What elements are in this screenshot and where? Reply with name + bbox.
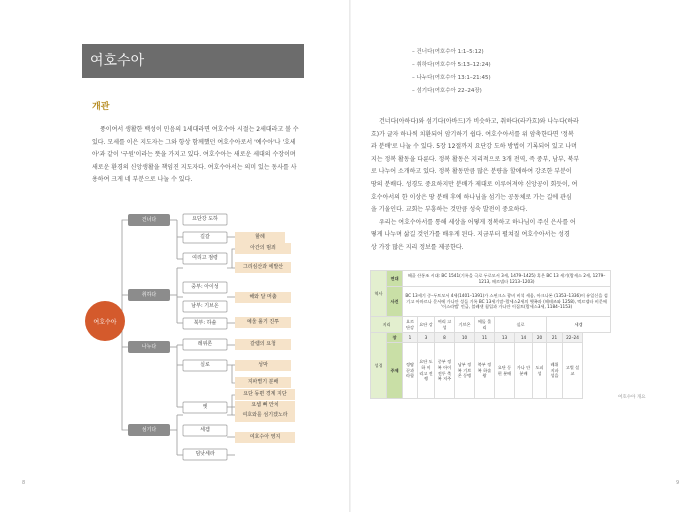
- text-line: 우리는 여호수아서를 통해 세상을 어떻게 정복하고 하나님이 주신 은사를 어: [379, 218, 576, 226]
- chapter-cell: 11: [475, 333, 495, 343]
- note-label: 예울 롤기 진투: [246, 319, 280, 325]
- outline-item: – 섬기다(여호수아 22–24장): [412, 88, 482, 94]
- outline-cell: 도피 성: [533, 343, 547, 399]
- chapter-cell: 3: [418, 333, 435, 343]
- chapter-title: 여호수아: [82, 44, 304, 78]
- chapter-cell: 21: [547, 333, 563, 343]
- page-number-left: 8: [22, 480, 26, 486]
- geo-cell: 요단 강: [418, 317, 435, 333]
- geo-cell: 여리 고성: [435, 317, 455, 333]
- note-label: 그리심산과 에발산: [242, 264, 284, 270]
- item-label: 엣: [202, 404, 208, 410]
- note-label: 여호와를 섬기겠노라: [242, 412, 288, 418]
- chapter-cell: 14: [515, 333, 533, 343]
- outline-cell: 중부 정복 아이 전투 축복 저주: [435, 343, 455, 399]
- note-label: 여호수아 영지: [249, 434, 281, 440]
- chapter-label: 장: [387, 333, 403, 343]
- item-label: 실로: [200, 362, 210, 368]
- timeline-table: [370, 270, 611, 399]
- group-label: 나누다: [141, 344, 157, 350]
- era-row-head: 연대: [387, 271, 403, 287]
- note-label: 성막: [258, 362, 268, 368]
- outline-cell: 정탐 꾼과 라합: [403, 343, 418, 399]
- era-row-head: 사건: [387, 287, 403, 317]
- text-line: 흐)가 글자 하나씩 치환되어 암기하기 쉽다. 여호수아서를 위 암축한다면 '정복: [371, 130, 574, 138]
- page-number-right: 9: [676, 480, 680, 486]
- outline-cell: 고별 설교: [563, 343, 583, 399]
- outline-item: – 건너다(여호수아 1:1–5:12): [412, 49, 484, 55]
- chapter-cell: 13: [495, 333, 515, 343]
- group-label: 섬기다: [141, 427, 157, 433]
- outline-list: [412, 46, 491, 98]
- chapter-cell: 1: [403, 333, 418, 343]
- chapter-cell: 10: [455, 333, 475, 343]
- text-line: 상 가장 많은 지리 정보를 제공한다.: [371, 243, 464, 251]
- geo-cell: 에돌 물리: [475, 317, 495, 333]
- note-label: 요단 동편 경계 지단: [243, 391, 287, 397]
- item-label: 북부: 하솔: [193, 320, 217, 326]
- text-line: 새로운 환경의 신앙생활을 책임진 지도자다. 여호수아서는 의미 있는 동사를 사: [92, 163, 297, 171]
- item-label: 길갈: [200, 234, 210, 240]
- note-label: 할례: [255, 234, 265, 240]
- chapter-cell: 8: [435, 333, 455, 343]
- geo-label: 지리: [371, 317, 403, 333]
- text-line: 아'과 같이 '구원'이라는 뜻을 가지고 있다. 여호수아는 새로운 세대의 수장이며: [92, 151, 296, 159]
- geo-cell: 세겜: [547, 317, 611, 333]
- outline-cell: 요단 동편 분배: [495, 343, 515, 399]
- item-label: 레위론: [197, 341, 213, 347]
- item-label: 여리고 점령: [192, 255, 218, 261]
- outline-cell: 가나 안 분배: [515, 343, 533, 399]
- note-label: 해와 달 머춤: [249, 294, 277, 300]
- book-gutter: [349, 0, 351, 512]
- note-label: 아간의 범죄: [250, 245, 276, 251]
- text-line: 떻게 나누며 삶길 것인가를 배우게 된다. 지금부터 펼쳐질 여호수아서는 성경: [371, 231, 570, 239]
- text-line: 건너다(아하다)와 섬기다(아바드)가 비슷하고, 취하다(라카흐)와 나누다(하라: [379, 118, 579, 125]
- chapter-cell: 20: [533, 333, 547, 343]
- group-label: 취하다: [141, 292, 157, 298]
- text-line: 지는 정복 활동을 다룬다. 정복 활동은 지리적으로 3개 전역, 즉 중부, 남부, 북부: [371, 155, 580, 163]
- text-line: 땅의 분배다. 성경도 중요하지만 분배가 제대로 이루어져야 신앙공이 회듯이, 여: [371, 180, 578, 188]
- geo-cell: 요르 단강: [403, 317, 418, 333]
- intro-paragraph: [92, 124, 302, 187]
- root-label: 여호수아: [93, 319, 117, 326]
- era-row-text: 해골 산통조 시대: BC 1541(기록을 극로 두로모서 3세, 1479–1425) 혹은 BC 13 세기(람세스 2세, 1279–1213, 메르넵타 1213–1203): [403, 271, 611, 287]
- text-line: 을 기울인다. 교회는 부흥하는 것만큼 성숙 발전이 중요하다.: [371, 206, 528, 214]
- outline-cell: 레위 지파 성읍: [547, 343, 563, 399]
- item-label: 중부: 아이성: [191, 284, 219, 290]
- section-heading: 개관: [92, 102, 110, 112]
- note-label: 요셉 뼈 안치: [251, 402, 279, 408]
- item-label: 남부: 기브온: [191, 303, 219, 309]
- outline-cell: 북부 정복 하솔 왕: [475, 343, 495, 399]
- geo-cell: 실로: [495, 317, 547, 333]
- main-label: 주제: [387, 343, 403, 399]
- note-label: 갈렙의 요청: [250, 341, 276, 347]
- item-label: 요단강 도하: [192, 216, 218, 222]
- body-paragraph-1: [371, 116, 613, 255]
- note-label: 지파별기 분배: [247, 379, 279, 385]
- item-label: 딤낫세라: [195, 451, 215, 457]
- text-line: 과 분배'로 나눌 수 있다. 5장 12절까지 요단강 도하 방법이 기록되어 있고 나머: [371, 143, 577, 151]
- era-label: 역사: [371, 271, 387, 317]
- text-line: 호수아서의 한 이상은 땅 분배 후에 하나님을 섬기는 공동체로 가는 길에 관심: [371, 193, 572, 201]
- text-line: 용하여 크게 네 부분으로 나눌 수 있다.: [92, 176, 193, 184]
- outline-label: 성경: [371, 333, 387, 399]
- outline-item: – 취하다(여호수아 5:13–12:24): [412, 62, 491, 68]
- text-line: 풍이여서 생활한 백성이 민음의 1세대라면 여호수아 시절는 2세대라고 볼 수: [100, 126, 299, 133]
- chapter-cell: 22–24: [563, 333, 583, 343]
- geo-cell: 기브온: [455, 317, 475, 333]
- text-line: 로 나누어 소개하고 있다. 정복 활동만큼 많은 분량을 할애하여 강조한 부분이: [371, 168, 572, 176]
- era-row-text: BC 13세기 중–두트모서 4세(1401–1391)가 스핀크스 광비 비석 세움, 아크나톤 (1353–1336)이 유일신을 섬기고 아마르나 문서에 가나안 성들 기록 BC 13세기말–람세스2세의 헷족과 (헤테즈와 1258), 먹르넵타 비문에 '이스라엘' 언급, 블레셋 침입과 가나안 이집트(람세스3세, 1184–1153): [403, 287, 611, 317]
- table-caption: 여호수아 개요: [618, 395, 646, 400]
- outline-cell: 남부 정복 기브온 동맹: [455, 343, 475, 399]
- item-label: 세겜: [200, 427, 210, 433]
- outline-item: – 나누다(여호수아 13:1–21:45): [412, 75, 491, 81]
- group-label: 건너다: [141, 217, 157, 223]
- text-line: 있다. 모세를 이은 지도자는 그와 항상 함께했던 여호수아로서 '예수아'나 '호세: [92, 138, 296, 146]
- outline-cell: 요단 도하 이 리고 전쟁: [418, 343, 435, 399]
